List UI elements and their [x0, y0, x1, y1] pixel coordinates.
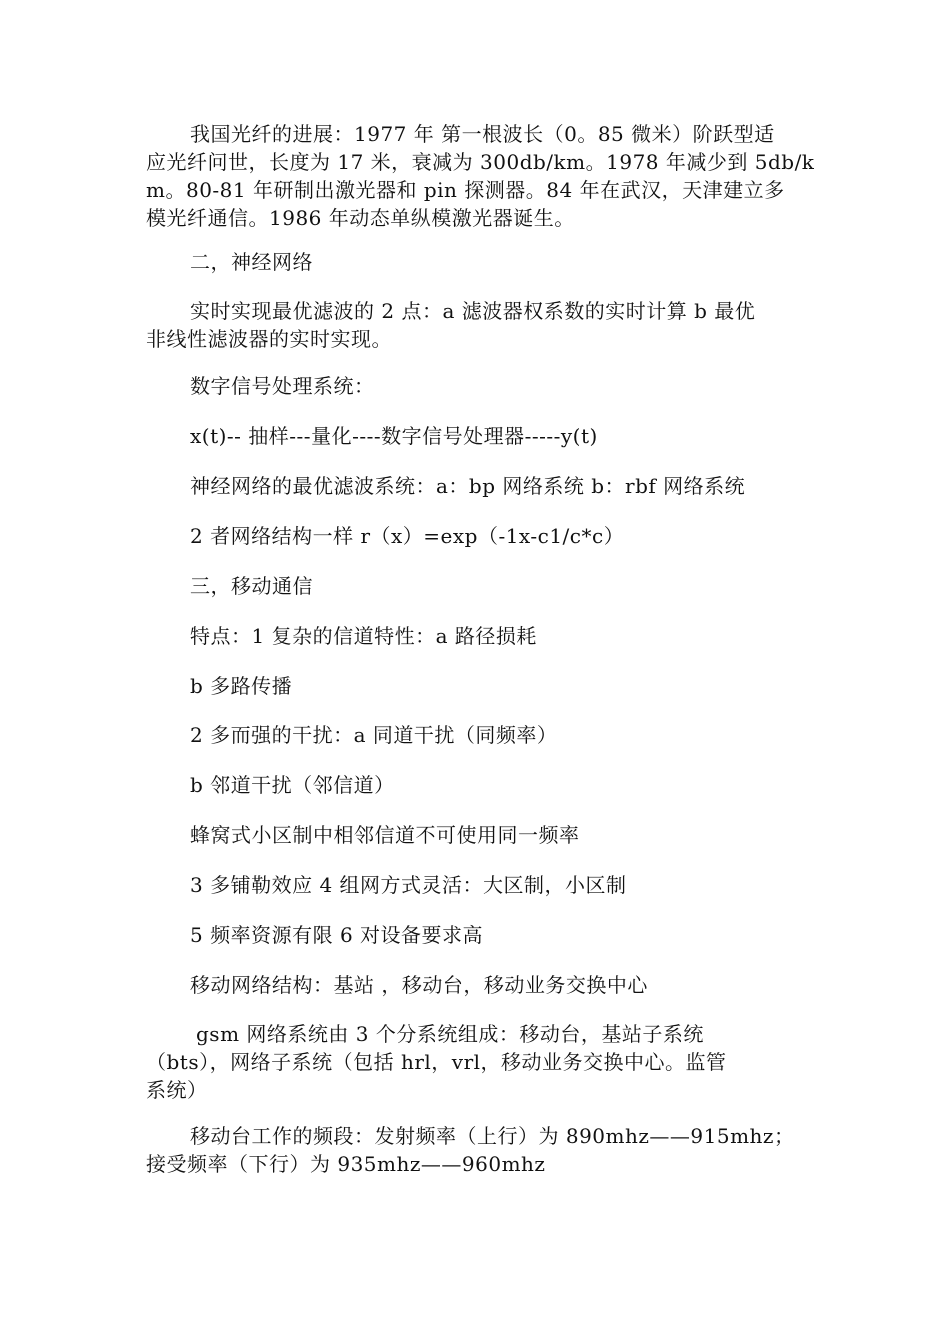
text-line: m。80-81 年研制出激光器和 pin 探测器。84 年在武汉，天津建立多	[146, 178, 785, 202]
paragraph-optimal-filtering	[146, 297, 808, 353]
text-line: gsm 网络系统由 3 个分系统组成：移动台，基站子系统	[196, 1022, 704, 1046]
paragraph-network-structure-formula: 2 者网络结构一样 r（x）=exp（-1x-c1/c*c）	[190, 524, 625, 548]
paragraph-gsm-system	[146, 1020, 808, 1104]
paragraph-frequency-resources: 5 频率资源有限 6 对设备要求高	[190, 923, 484, 947]
paragraph-features: 特点：1 复杂的信道特性：a 路径损耗	[190, 624, 537, 648]
text-line: 接受频率（下行）为 935mhz——960mhz	[146, 1152, 546, 1176]
paragraph-multipath: b 多路传播	[190, 674, 293, 698]
text-line: 我国光纤的进展：1977 年 第一根波长（0。85 微米）阶跃型适	[190, 122, 775, 146]
section-heading-neural-network: 二，神经网络	[190, 250, 313, 274]
paragraph-mobile-network-structure: 移动网络结构：基站 ，移动台，移动业务交换中心	[190, 973, 648, 997]
text-line: 移动台工作的频段：发射频率（上行）为 890mhz——915mhz；	[190, 1124, 795, 1148]
paragraph-dsp-chain: x(t)-- 抽样---量化----数字信号处理器-----y(t)	[190, 424, 598, 448]
paragraph-adjacent-channel: b 邻道干扰（邻信道）	[190, 773, 395, 797]
text-line: 系统）	[146, 1078, 208, 1102]
paragraph-neural-filter-systems: 神经网络的最优滤波系统：a：bp 网络系统 b：rbf 网络系统	[190, 474, 746, 498]
paragraph-doppler: 3 多铺勒效应 4 组网方式灵活：大区制，小区制	[190, 873, 627, 897]
section-heading-mobile-communication: 三，移动通信	[190, 574, 313, 598]
text-line: 模光纤通信。1986 年动态单纵模激光器诞生。	[146, 206, 575, 230]
paragraph-fiber-progress	[146, 120, 815, 232]
text-line: 非线性滤波器的实时实现。	[146, 327, 392, 351]
text-line: （bts），网络子系统（包括 hrl，vrl，移动业务交换中心。监管	[146, 1050, 727, 1074]
paragraph-interference: 2 多而强的干扰：a 同道干扰（同频率）	[190, 723, 558, 747]
text-line: 实时实现最优滤波的 2 点：a 滤波器权系数的实时计算 b 最优	[190, 299, 756, 323]
text-line: 应光纤问世，长度为 17 米，衰减为 300db/km。1978 年减少到 5db/k	[146, 150, 815, 174]
paragraph-dsp-system: 数字信号处理系统：	[190, 374, 375, 398]
paragraph-frequency-bands	[146, 1122, 808, 1178]
paragraph-cellular-rule: 蜂窝式小区制中相邻信道不可使用同一频率	[190, 823, 580, 847]
